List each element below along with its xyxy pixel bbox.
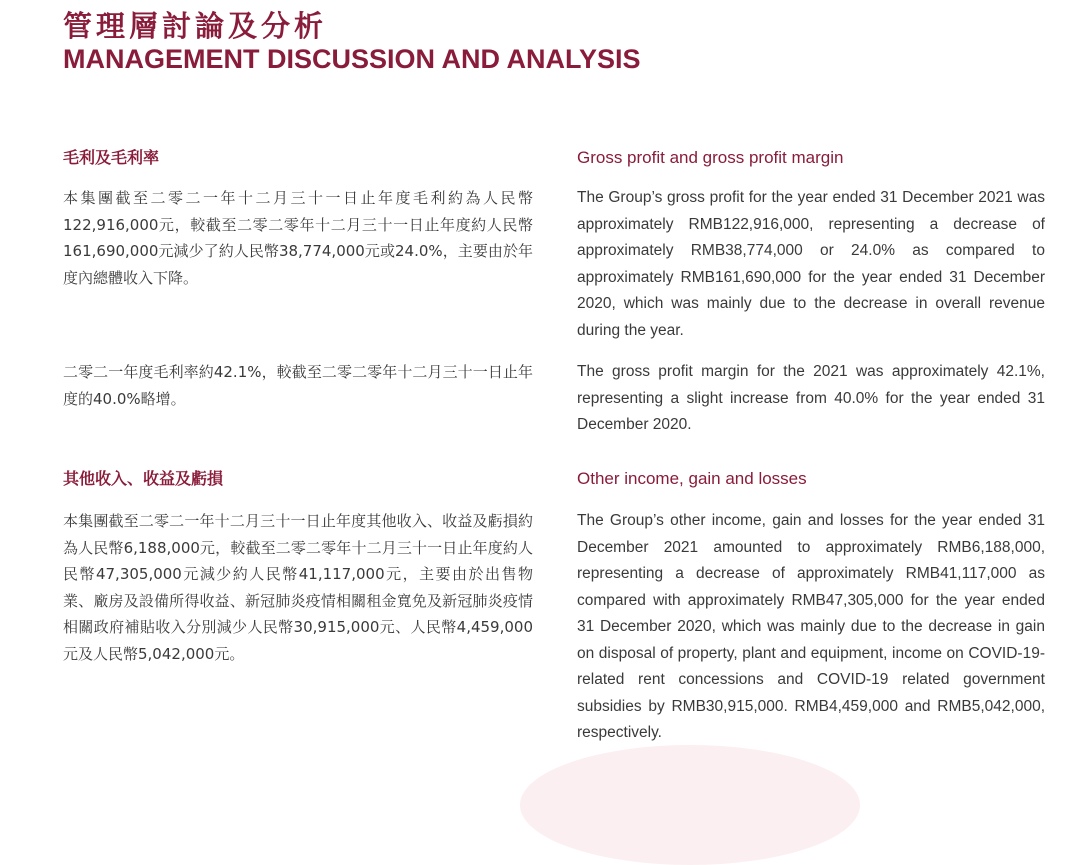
gross-margin-paragraph-en: The gross profit margin for the 2021 was approximately 42.1%, representing a slight increase from 40.0% for the year ended 31 December 2020. [577,363,1045,433]
other-income-heading-zh: 其他收入、收益及虧損 [63,469,224,488]
gross-profit-heading-zh: 毛利及毛利率 [63,148,160,167]
decorative-background-shape [520,745,860,865]
gross-profit-paragraph-zh: 本集團截至二零二一年十二月三十一日止年度毛利約為人民幣122,916,000元，較截至二零二零年十二月三十一日止年度約人民幣161,690,000元減少了約人民幣38,774,000元或24.0%，主要由於年度內總體收入下降。 [63,189,533,287]
page-title-chinese: 管理層討論及分析 [63,9,328,43]
other-income-paragraph-zh: 本集團截至二零二一年十二月三十一日止年度其他收入、收益及虧損約為人民幣6,188,000元，較截至二零二零年十二月三十一日止年度約人民幣47,305,000元減少約人民幣41,117,000元，主要由於出售物業、廠房及設備所得收益、新冠肺炎疫情相關租金寬免及新冠肺炎疫情相關政府補貼收入分別減少人民幣30,915,000元、人民幣4,459,000元及人民幣5,042,000元。 [63,512,533,663]
other-income-paragraph-en: The Group’s other income, gain and losses for the year ended 31 December 2021 amounted to approximately RMB6,188,000, representing a decrease of approximately RMB41,117,000 as compared with approximately RMB47,305,000 for the year ended 31 December 2020, which was mainly due to the decrease in gain on disposal of property, plant and equipment, income on COVID-19-related rent concessions and COVID-19 related government subsidies by RMB30,915,000. RMB4,459,000 and RMB5,042,000, respectively. [577,512,1045,741]
gross-profit-heading-en: Gross profit and gross profit margin [577,148,844,167]
page-title-english: MANAGEMENT DISCUSSION AND ANALYSIS [63,44,641,74]
other-income-heading-en: Other income, gain and losses [577,469,807,488]
gross-profit-paragraph-en: The Group’s gross profit for the year ended 31 December 2021 was approximately RMB122,916,000, representing a decrease of approximately RMB38,774,000 or 24.0% as compared to approximately RMB161,690,000 for the year ended 31 December 2020, which was mainly due to the decrease in overall revenue during the year. [577,189,1045,339]
gross-margin-paragraph-zh: 二零二一年度毛利率約42.1%，較截至二零二零年十二月三十一日止年度的40.0%略增。 [63,363,533,408]
